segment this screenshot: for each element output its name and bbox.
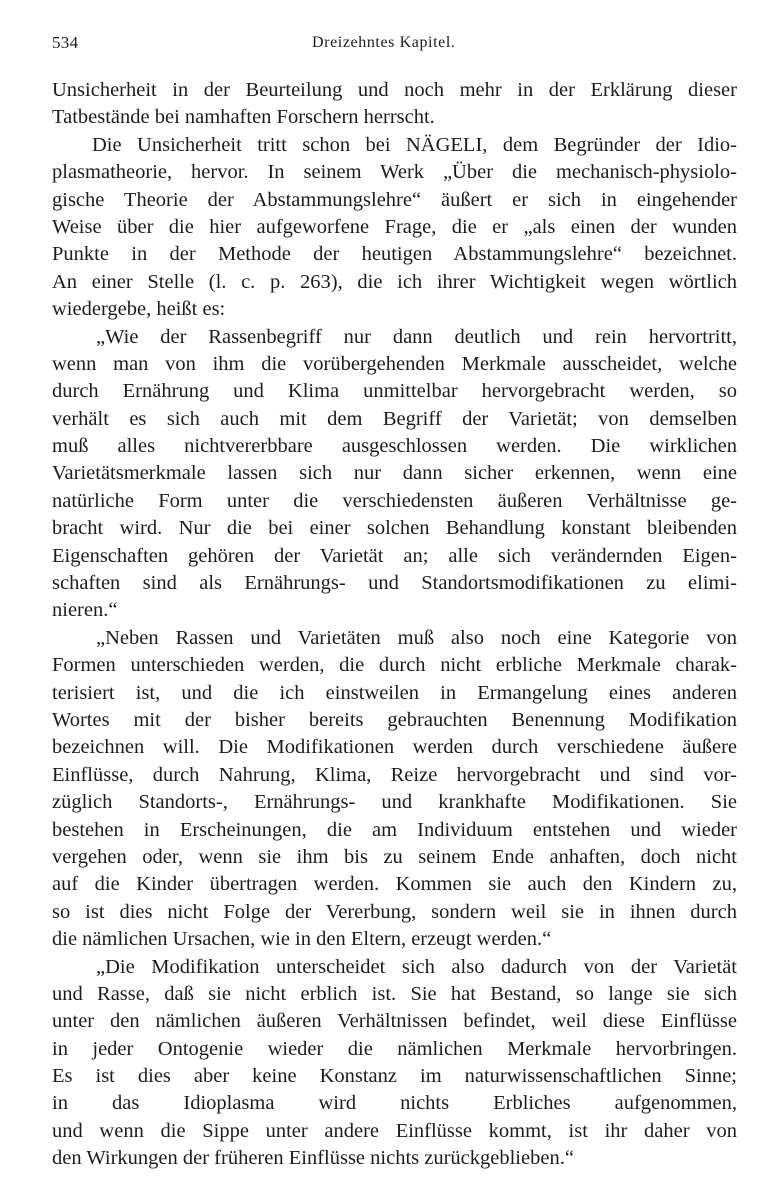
page-header [52,33,737,57]
text-line: bezeichnen will. Die Modifikationen werden durch verschiedene äußere [52,736,737,759]
text-line: durch Ernährung und Klima unmittelbar hervorgebracht werden, so [52,380,737,403]
text-line: „Neben Rassen und Varietäten muß also noch eine Kategorie von [96,626,737,649]
page-number: 534 [52,33,79,52]
text-line: Punkte in der Methode der heutigen Abstammungslehre“ bezeichnet. [52,243,737,266]
text-line: terisiert ist, und die ich einstweilen in Ermangelung eines anderen [52,681,737,704]
text-line: schaften sind als Ernährungs- und Standortsmodifikationen zu elimi- [52,572,737,595]
text-line: züglich Standorts-, Ernährungs- und krankhafte Modifikationen. Sie [52,791,737,814]
text-line: vergehen oder, wenn sie ihm bis zu seinem Ende anhaften, doch nicht [52,845,737,868]
text-line: und wenn die Sippe unter andere Einflüsse kommt, ist ihr daher von [52,1119,737,1142]
text-line: Es ist dies aber keine Konstanz im naturwissenschaftlichen Sinne; [52,1065,737,1088]
text-line: auf die Kinder übertragen werden. Kommen sie auch den Kindern zu, [52,873,737,896]
text-line: wiedergebe, heißt es: [52,298,226,321]
text-line: Unsicherheit in der Beurteilung und noch mehr in der Erklärung dieser [52,79,737,101]
text-line: Die Unsicherheit tritt schon bei NÄGELI, dem Begründer der Idio- [92,133,737,156]
text-line: und Rasse, daß sie nicht erblich ist. Sie hat Bestand, so lange sie sich [52,982,737,1005]
text-line: in das Idioplasma wird nichts Erbliches aufgenommen, [52,1092,737,1115]
running-head: Dreizehntes Kapitel. [312,34,456,51]
text-line: Einflüsse, durch Nahrung, Klima, Reize hervorgebracht und sind vor- [52,763,737,786]
text-line: Varietätsmerkmale lassen sich nur dann sicher erkennen, wenn eine [52,462,737,485]
text-line: unter den nämlichen äußeren Verhältnissen befindet, weil diese Einflüsse [52,1010,737,1033]
text-line: so ist dies nicht Folge der Vererbung, sondern weil sie in ihnen durch [52,900,737,923]
text-line: muß alles nichtvererbbare ausgeschlossen werden. Die wirklichen [52,435,737,458]
text-line: nieren.“ [52,599,118,622]
text-line: „Wie der Rassenbegriff nur dann deutlich und rein hervortritt, [96,325,737,348]
text-line: wenn man von ihm die vorübergehenden Merkmale ausscheidet, welche [52,352,737,375]
body-text [52,77,737,1173]
text-line: bracht wird. Nur die bei einer solchen Behandlung konstant bleibenden [52,517,737,540]
text-line: Wortes mit der bisher bereits gebrauchten Benennung Modifikation [52,708,737,731]
text-line: natürliche Form unter die verschiedensten äußeren Verhältnisse ge- [52,489,737,512]
text-line: in jeder Ontogenie wieder die nämlichen Merkmale hervorbringen. [52,1037,737,1060]
text-line: verhält es sich auch mit dem Begriff der Varietät; von demselben [52,407,737,430]
text-line: den Wirkungen der früheren Einflüsse nichts zurückgeblieben.“ [52,1147,574,1170]
text-line: bestehen in Erscheinungen, die am Individuum entstehen und wieder [52,818,737,841]
text-line: Formen unterschieden werden, die durch nicht erbliche Merkmale charak- [52,654,737,677]
text-line: Tatbestände bei namhaften Forschern herrscht. [52,106,435,129]
text-line: die nämlichen Ursachen, wie in den Eltern, erzeugt werden.“ [52,928,552,951]
text-line: plasmatheorie, hervor. In seinem Werk „Über die mechanisch-physiolo- [52,161,737,184]
text-line: gische Theorie der Abstammungslehre“ äußert er sich in eingehender [52,188,737,211]
text-line: An einer Stelle (l. c. p. 263), die ich ihrer Wichtigkeit wegen wörtlich [52,270,737,293]
text-line: Weise über die hier aufgeworfene Frage, die er „als einen der wunden [52,215,737,238]
text-line: „Die Modifikation unterscheidet sich also dadurch von der Varietät [96,955,737,978]
text-line: Eigenschaften gehören der Varietät an; alle sich verändernden Eigen- [52,544,737,567]
